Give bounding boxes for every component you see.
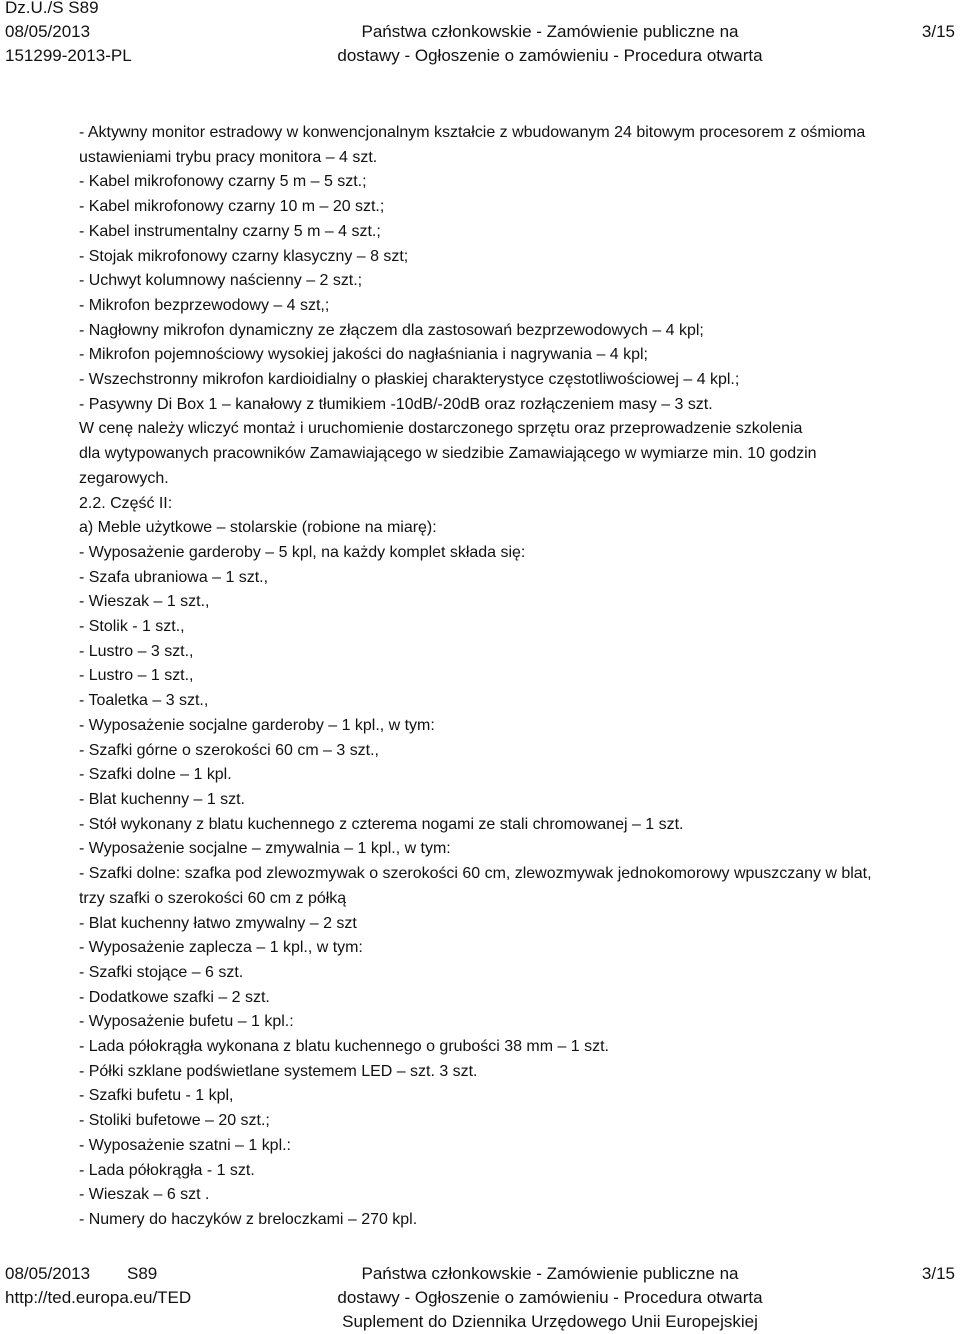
page-footer	[0, 1262, 960, 1334]
footer-title-line1: Państwa członkowskie - Zamówienie publiczne na	[361, 1264, 739, 1283]
body-line: dla wytypowanych pracowników Zamawiającego w siedzibie Zamawiającego w wymiarze min. 10 godzin	[79, 445, 817, 463]
body-line: - Lustro – 3 szt.,	[79, 642, 194, 660]
body-line: - Szafki dolne – 1 kpl.	[79, 766, 232, 784]
body-line: - Szafki bufetu - 1 kpl,	[79, 1087, 234, 1105]
header-page-number: 3/15	[921, 22, 955, 41]
body-line: a) Meble użytkowe – stolarskie (robione na miarę):	[79, 519, 437, 537]
body-line: - Dodatkowe szafki – 2 szt.	[79, 988, 270, 1006]
body-line: - Szafa ubraniowa – 1 szt.,	[79, 568, 269, 586]
header-title-line2: dostawy - Ogłoszenie o zamówieniu - Procedura otwarta	[337, 46, 763, 65]
header-title	[280, 20, 820, 68]
body-line: - Numery do haczyków z breloczkami – 270 kpl.	[79, 1210, 418, 1228]
body-line: - Stoliki bufetowe – 20 szt.;	[79, 1112, 270, 1130]
body-line: - Kabel mikrofonowy czarny 5 m – 5 szt.;	[79, 173, 367, 191]
header-notice-id: 151299-2013-PL	[5, 46, 132, 65]
footer-url: http://ted.europa.eu/TED	[5, 1288, 192, 1307]
body-line: - Wyposażenie garderoby – 5 kpl, na każdy komplet składa się:	[79, 543, 526, 561]
body-line: - Stolik - 1 szt.,	[79, 618, 185, 636]
body-line: - Aktywny monitor estradowy w konwencjonalnym kształcie z wbudowanym 24 bitowym procesorem z ośmioma	[79, 124, 866, 141]
footer-title-line2: dostawy - Ogłoszenie o zamówieniu - Procedura otwarta	[337, 1288, 763, 1307]
body-line: - Wyposażenie socjalne – zmywalnia – 1 kpl., w tym:	[79, 840, 451, 858]
body-line: W cenę należy wliczyć montaż i uruchomienie dostarczonego sprzętu oraz przeprowadzenie szkolenia	[79, 420, 803, 438]
body-line: - Uchwyt kolumnowy naścienny – 2 szt.;	[79, 272, 363, 290]
header-doc-ref: Dz.U./S S89	[5, 0, 99, 17]
body-line: - Pasywny Di Box 1 – kanałowy z tłumikiem -10dB/-20dB oraz rozłączeniem masy – 3 szt.	[79, 395, 713, 413]
footer-series: S89	[127, 1264, 158, 1283]
body-line: ustawieniami trybu pracy monitora – 4 szt.	[79, 148, 378, 166]
footer-left	[5, 1262, 191, 1310]
body-line: - Wieszak – 1 szt.,	[79, 593, 210, 611]
body-line: trzy szafki o szerokości 60 cm z półką	[79, 889, 347, 907]
footer-title	[280, 1262, 820, 1334]
body-line: - Wyposażenie zaplecza – 1 kpl., w tym:	[79, 939, 363, 957]
body-line: - Toaletka – 3 szt.,	[79, 692, 209, 710]
body-line: - Wyposażenie socjalne garderoby – 1 kpl., w tym:	[79, 716, 435, 734]
body-line: - Półki szklane podświetlane systemem LED – szt. 3 szt.	[79, 1062, 478, 1080]
body-line: 2.2. Część II:	[79, 494, 173, 512]
header-title-line1: Państwa członkowskie - Zamówienie publiczne na	[361, 22, 739, 41]
body-line: - Wyposażenie szatni – 1 kpl.:	[79, 1136, 291, 1154]
footer-page-number: 3/15	[921, 1264, 955, 1283]
body-line: - Szafki górne o szerokości 60 cm – 3 szt.,	[79, 741, 379, 759]
page-header	[0, 0, 960, 72]
body-line: - Kabel mikrofonowy czarny 10 m – 20 szt.;	[79, 198, 385, 216]
body-line: - Szafki dolne: szafka pod zlewozmywak o szerokości 60 cm, zlewozmywak jednokomorowy wpuszczany w blat,	[79, 865, 872, 883]
body-line: - Szafki stojące – 6 szt.	[79, 963, 244, 981]
body-line: - Stół wykonany z blatu kuchennego z czterema nogami ze stali chromowanej – 1 szt.	[79, 815, 684, 833]
header-left	[5, 0, 132, 68]
body-line: - Blat kuchenny łatwo zmywalny – 2 szt	[79, 914, 357, 932]
body-line: - Stojak mikrofonowy czarny klasyczny – 8 szt;	[79, 247, 409, 265]
body-line: - Mikrofon pojemnościowy wysokiej jakości do nagłaśniania i nagrywania – 4 kpl;	[79, 346, 648, 364]
body-line: - Nagłowny mikrofon dynamiczny ze złączem dla zastosowań bezprzewodowych – 4 kpl;	[79, 321, 704, 339]
body-line: - Lustro – 1 szt.,	[79, 667, 194, 685]
body-line: zegarowych.	[79, 469, 169, 487]
body-line: - Wieszak – 6 szt .	[79, 1186, 210, 1204]
body-line: - Wyposażenie bufetu – 1 kpl.:	[79, 1013, 294, 1031]
footer-title-line3: Suplement do Dziennika Urzędowego Unii Europejskiej	[342, 1312, 758, 1331]
body-line: - Lada półokrągła - 1 szt.	[79, 1161, 255, 1179]
document-body	[79, 121, 959, 1233]
body-line: - Blat kuchenny – 1 szt.	[79, 790, 245, 808]
body-line: - Kabel instrumentalny czarny 5 m – 4 szt.;	[79, 222, 381, 240]
footer-date: 08/05/2013	[5, 1264, 91, 1283]
body-line: - Mikrofon bezprzewodowy – 4 szt,;	[79, 296, 330, 314]
header-date: 08/05/2013	[5, 22, 91, 41]
footer-date-series	[5, 1262, 191, 1286]
body-line: - Lada półokrągła wykonana z blatu kuchennego o grubości 38 mm – 1 szt.	[79, 1038, 609, 1056]
body-line: - Wszechstronny mikrofon kardioidialny o płaskiej charakterystyce częstotliwościowej – 4 kpl.;	[79, 371, 740, 389]
